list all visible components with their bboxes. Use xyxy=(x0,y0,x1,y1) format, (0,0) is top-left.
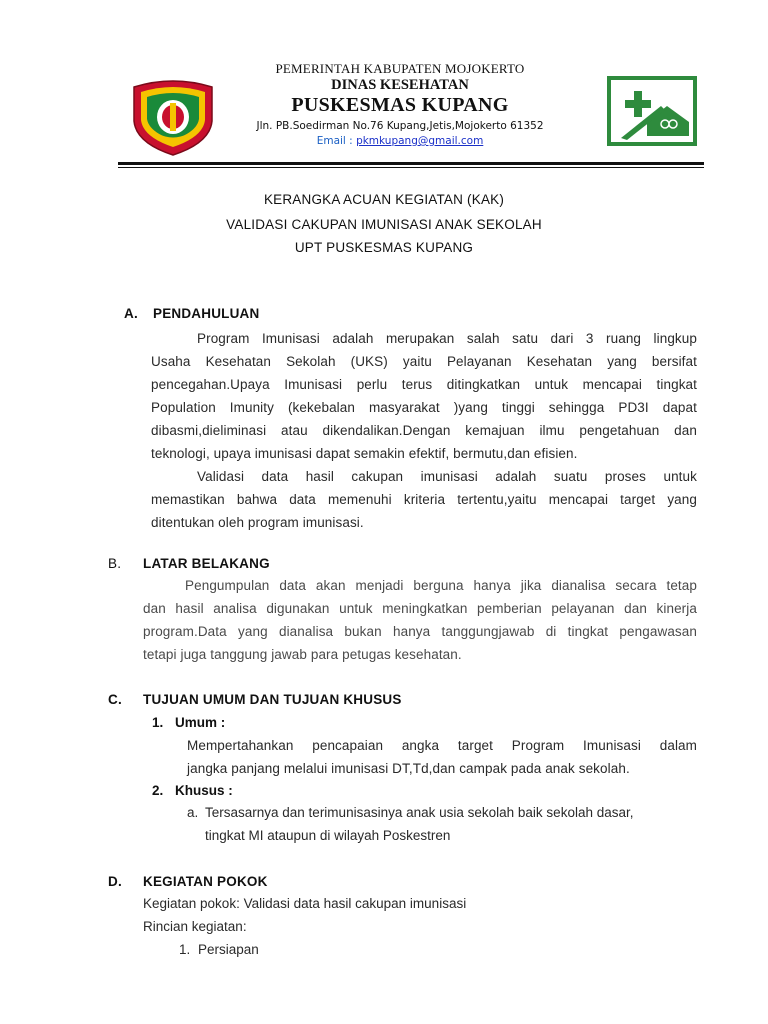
objective-1-marker: 1. xyxy=(152,715,164,730)
email-link[interactable]: pkmkupang@gmail.com xyxy=(356,135,484,147)
doc-title-line1: KERANGKA ACUAN KEGIATAN (KAK) xyxy=(263,192,505,207)
text-line: ditentukan oleh program imunisasi. xyxy=(151,515,364,530)
text-line: jangka panjang melalui imunisasi DT,Td,dan campak pada anak sekolah. xyxy=(187,761,630,776)
text-line: tetapi juga tanggung jawab para petugas kesehatan. xyxy=(143,647,462,662)
text-line: pencegahan.Upaya Imunisasi perlu terus ditingkatkan untuk mencapai tingkat xyxy=(151,377,697,392)
government-name: PEMERINTAH KABUPATEN MOJOKERTO xyxy=(275,61,525,76)
email-label: Email : xyxy=(316,135,353,147)
text-line: program.Data yang dianalisa bukan hanya tanggungjawab di tingkat pengawasan xyxy=(143,624,697,639)
text-line: Population Imunity (kekebalan masyarakat )yang tinggi sehingga PD3I dapat xyxy=(151,400,697,415)
objective-2-label: Khusus : xyxy=(175,783,233,798)
letterhead xyxy=(200,60,600,148)
text-line: dibasmi,dieliminasi atau dikendalikan.Dengan kemajuan ilmu pengetahuan dan xyxy=(151,423,697,438)
activity-detail-label: Rincian kegiatan: xyxy=(143,919,247,934)
text-line: Mempertahankan pencapaian angka target Program Imunisasi dalam xyxy=(187,738,697,753)
text-line: teknologi, upaya imunisasi dapat semakin efektif, bermutu,dan efisien. xyxy=(151,446,578,461)
text-line: dan hasil analisa digunakan untuk meningkatkan pemberian pelayanan dan kinerja xyxy=(143,601,697,616)
text-line: Program Imunisasi adalah merupakan salah satu dari 3 ruang lingkup xyxy=(197,331,697,346)
section-b-paragraph xyxy=(143,574,697,666)
letterhead-rule-thick xyxy=(118,162,704,165)
objective-2-marker: 2. xyxy=(152,783,164,798)
objective-2-line1: Tersasarnya dan terimunisasinya anak usia sekolah baik sekolah dasar, xyxy=(205,805,634,820)
agency-name: DINAS KESEHATAN xyxy=(331,77,469,93)
text-line: memastikan bahwa data memenuhi kriteria tertentu,yaitu mencapai target yang xyxy=(151,492,697,507)
objective-1-text xyxy=(187,734,697,780)
section-b-marker: B. xyxy=(108,556,122,571)
address: Jln. PB.Soedirman No.76 Kupang,Jetis,Mojokerto 61352 xyxy=(256,120,544,132)
section-c-heading: TUJUAN UMUM DAN TUJUAN KHUSUS xyxy=(143,692,402,707)
facility-name: PUSKESMAS KUPANG xyxy=(291,94,509,116)
doc-title-line3: UPT PUSKESMAS KUPANG xyxy=(294,240,474,255)
email-line xyxy=(200,134,600,148)
activity-list-marker: 1. xyxy=(179,942,191,957)
section-a-paragraph-1 xyxy=(151,327,697,534)
text-line: Usaha Kesehatan Sekolah (UKS) yaitu Pelayanan Kesehatan yang bersifat xyxy=(151,354,697,369)
section-c-marker: C. xyxy=(108,692,122,707)
activity-list-item: Persiapan xyxy=(198,942,259,957)
objective-2-sub-marker: a. xyxy=(187,805,199,820)
objective-1-label: Umum : xyxy=(175,715,226,730)
doc-title-line2: VALIDASI CAKUPAN IMUNISASI ANAK SEKOLAH xyxy=(226,217,542,232)
puskesmas-logo-icon xyxy=(607,76,697,146)
main-activity-text: Kegiatan pokok: Validasi data hasil cakupan imunisasi xyxy=(143,896,467,911)
section-d-heading: KEGIATAN POKOK xyxy=(143,874,268,889)
section-a-marker: A. xyxy=(124,306,138,321)
section-d-marker: D. xyxy=(108,874,122,889)
letterhead-rule-thin xyxy=(118,167,704,168)
text-line: Pengumpulan data akan menjadi berguna hanya jika dianalisa secara tetap xyxy=(185,578,697,593)
text-line: Validasi data hasil cakupan imunisasi adalah suatu proses untuk xyxy=(197,469,697,484)
section-b-heading: LATAR BELAKANG xyxy=(143,556,270,571)
objective-2-line2: tingkat MI ataupun di wilayah Poskestren xyxy=(205,828,451,843)
section-a-heading: PENDAHULUAN xyxy=(153,306,260,321)
